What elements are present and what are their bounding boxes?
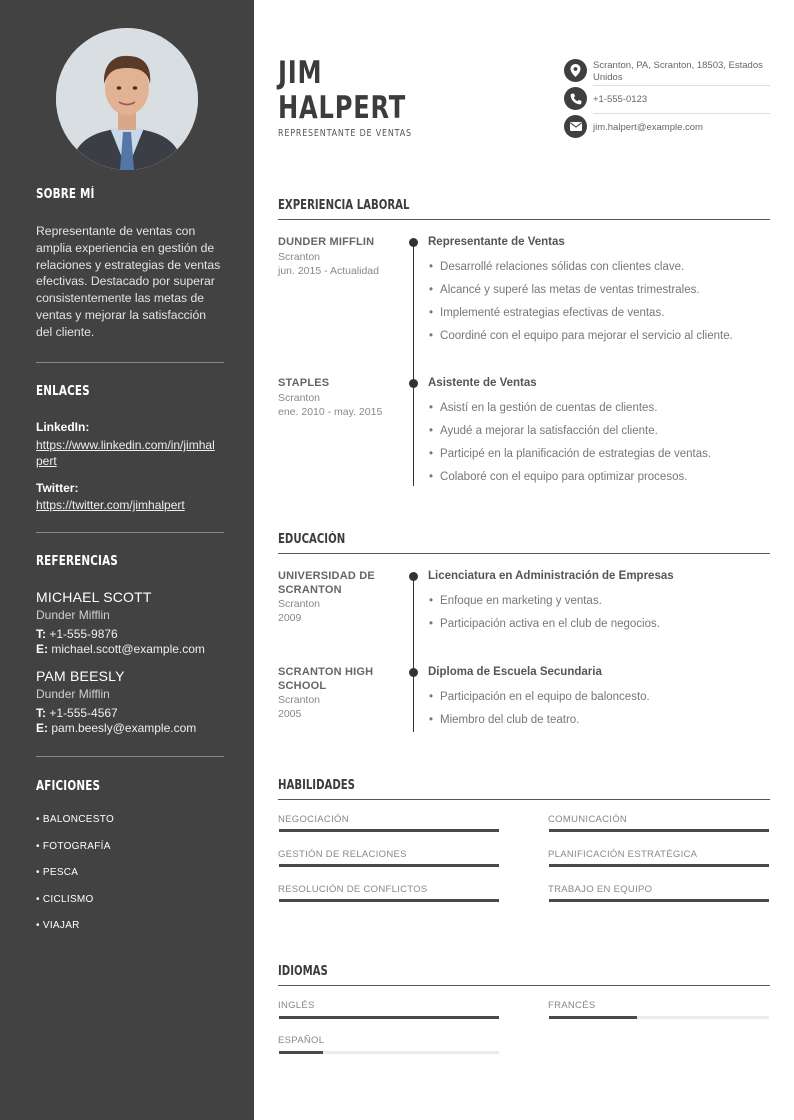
experience-meta — [278, 236, 396, 278]
responsibility-item: • Ayudé a mejorar la satisfacción del cliente. — [429, 425, 658, 437]
references-heading-wrap — [36, 554, 224, 569]
language-bar-fill — [279, 1051, 323, 1054]
twitter-label: Twitter: — [36, 481, 79, 495]
skill-item — [278, 849, 499, 860]
graduation-year: 2005 — [278, 708, 302, 720]
responsibility-item: • Desarrollé relaciones sólidas con clientes clave. — [429, 261, 684, 273]
contact-divider — [593, 85, 770, 86]
skill-bar-fill — [279, 829, 499, 832]
hobby-item: • PESCA — [36, 867, 79, 878]
company-name: STAPLES — [278, 377, 330, 389]
responsibility-item: • Colaboré con el equipo para optimizar procesos. — [429, 471, 687, 483]
reference-email: E: michael.scott@example.com — [36, 642, 205, 656]
name-last: HALPERT — [278, 90, 407, 126]
reference-name: MICHAEL SCOTT — [36, 589, 152, 605]
section-divider — [278, 553, 770, 554]
education-heading: EDUCACIÓN — [278, 532, 346, 547]
timeline-line — [413, 576, 414, 732]
contact-address: Scranton, PA, Scranton, 18503, Estados Unidos — [593, 60, 763, 83]
skill-label: GESTIÓN DE RELACIONES — [278, 849, 407, 860]
school-location: Scranton — [278, 598, 321, 610]
about-text: Representante de ventas con amplia experiencia en gestión de relaciones y estrategias de ventas efectivas. Destacado por superar consistentemente las metas de ventas y mejorar la satisfacción del cliente. — [36, 224, 221, 339]
name-first: JIM — [278, 55, 323, 91]
responsibility-item: • Alcancé y superé las metas de ventas trimestrales. — [429, 284, 700, 296]
job-title: REPRESENTANTE DE VENTAS — [278, 128, 412, 139]
skill-item — [548, 884, 769, 895]
responsibility-item: • Implementé estrategias efectivas de ventas. — [429, 307, 664, 319]
responsibility-item: • Participé en la planificación de estrategias de ventas. — [429, 448, 711, 460]
language-bar — [279, 1016, 499, 1019]
contact-email[interactable]: jim.halpert@example.com — [593, 122, 703, 133]
reference-item — [36, 589, 224, 656]
section-divider — [278, 799, 770, 800]
hobbies-list — [36, 814, 224, 947]
skill-bar — [549, 899, 769, 902]
skill-label: TRABAJO EN EQUIPO — [548, 884, 653, 895]
language-bar — [279, 1051, 499, 1054]
contact-phone[interactable]: +1-555-0123 — [593, 94, 648, 105]
company-name: DUNDER MIFFLIN — [278, 236, 375, 248]
education-meta — [278, 666, 396, 721]
section-divider — [278, 219, 770, 220]
language-bar-fill — [279, 1016, 499, 1019]
reference-phone: T: +1-555-4567 — [36, 706, 118, 720]
skill-bar-fill — [549, 899, 769, 902]
reference-name: PAM BEESLY — [36, 668, 125, 684]
contact-divider — [593, 113, 770, 114]
school-name: SCRANTON HIGH — [278, 666, 374, 678]
education-meta — [278, 570, 396, 625]
education-detail: • Participación en el equipo de baloncesto. — [429, 691, 650, 703]
language-label: FRANCÉS — [548, 1000, 596, 1011]
sidebar-divider — [36, 532, 224, 533]
skill-item — [278, 884, 499, 895]
links-heading: ENLACES — [36, 384, 90, 399]
job-role: Asistente de Ventas — [428, 377, 537, 389]
language-item — [278, 1000, 499, 1011]
skill-bar-fill — [549, 864, 769, 867]
skill-bar-fill — [279, 864, 499, 867]
skills-heading: HABILIDADES — [278, 778, 355, 793]
language-label: INGLÉS — [278, 1000, 315, 1011]
skill-bar-fill — [279, 899, 499, 902]
phone-icon — [564, 87, 587, 110]
languages-heading: IDIOMAS — [278, 964, 328, 979]
sidebar — [0, 0, 254, 1120]
company-location: Scranton — [278, 391, 321, 404]
linkedin-label: LinkedIn: — [36, 420, 90, 434]
skill-bar — [549, 829, 769, 832]
skill-label: NEGOCIACIÓN — [278, 814, 349, 825]
timeline-dot — [409, 572, 418, 581]
company-location: Scranton — [278, 250, 321, 263]
hobby-item: • BALONCESTO — [36, 814, 115, 825]
reference-company: Dunder Mifflin — [36, 687, 110, 701]
school-name: SCHOOL — [278, 679, 327, 692]
hobbies-heading-wrap — [36, 779, 224, 794]
hobby-item: • FOTOGRAFÍA — [36, 840, 111, 852]
experience-meta — [278, 377, 396, 419]
reference-item — [36, 668, 224, 735]
language-bar — [549, 1016, 769, 1019]
language-item — [278, 1035, 499, 1046]
reference-email: E: pam.beesly@example.com — [36, 721, 197, 735]
skill-bar — [279, 864, 499, 867]
degree-title: Licenciatura en Administración de Empresas — [428, 570, 674, 582]
employment-dates: ene. 2010 - may. 2015 — [278, 405, 383, 418]
about-heading: SOBRE MÍ — [36, 187, 95, 202]
hobbies-heading: AFICIONES — [36, 779, 101, 794]
reference-company: Dunder Mifflin — [36, 608, 110, 622]
education-detail: • Participación activa en el club de negocios. — [429, 618, 660, 630]
graduation-year: 2009 — [278, 612, 302, 624]
reference-phone: T: +1-555-9876 — [36, 627, 118, 641]
sidebar-divider — [36, 362, 224, 363]
skill-bar-fill — [549, 829, 769, 832]
link-linkedin — [36, 420, 224, 469]
education-detail: • Enfoque en marketing y ventas. — [429, 595, 602, 607]
skill-bar — [279, 829, 499, 832]
school-name: SCRANTON — [278, 583, 342, 596]
timeline-line — [413, 242, 414, 486]
about-section — [36, 187, 224, 202]
portrait-image — [56, 28, 198, 170]
skill-label: PLANIFICACIÓN ESTRATÉGICA — [548, 849, 698, 860]
school-name: UNIVERSIDAD DE — [278, 570, 375, 582]
link-twitter — [36, 481, 224, 513]
references-heading: REFERENCIAS — [36, 554, 118, 569]
language-bar-fill — [549, 1016, 637, 1019]
skill-item — [548, 814, 769, 825]
twitter-link[interactable]: https://twitter.com/jimhalpert — [36, 498, 185, 512]
experience-heading: EXPERIENCIA LABORAL — [278, 198, 410, 213]
job-role: Representante de Ventas — [428, 236, 565, 248]
profile-photo — [56, 28, 198, 170]
timeline-dot — [409, 668, 418, 677]
responsibility-item: • Asistí en la gestión de cuentas de clientes. — [429, 402, 657, 414]
sidebar-divider — [36, 756, 224, 757]
responsibility-item: • Coordiné con el equipo para mejorar el servicio al cliente. — [429, 330, 733, 342]
timeline-dot — [409, 379, 418, 388]
skill-item — [548, 849, 769, 860]
skill-bar — [549, 864, 769, 867]
language-item — [548, 1000, 769, 1011]
skill-bar — [279, 899, 499, 902]
hobby-item: • CICLISMO — [36, 893, 94, 905]
section-divider — [278, 985, 770, 986]
employment-dates: jun. 2015 - Actualidad — [278, 264, 379, 277]
degree-title: Diploma de Escuela Secundaria — [428, 666, 602, 678]
language-label: ESPAÑOL — [278, 1035, 325, 1046]
envelope-icon — [564, 115, 587, 138]
school-location: Scranton — [278, 694, 321, 706]
timeline-dot — [409, 238, 418, 247]
hobby-item: • VIAJAR — [36, 920, 80, 931]
location-pin-icon — [564, 59, 587, 82]
skill-label: COMUNICACIÓN — [548, 814, 628, 825]
skill-item — [278, 814, 499, 825]
skill-label: RESOLUCIÓN DE CONFLICTOS — [278, 884, 428, 895]
linkedin-link[interactable]: https://www.linkedin.com/in/jimhalpert — [36, 438, 215, 468]
links-heading-wrap — [36, 384, 224, 399]
education-detail: • Miembro del club de teatro. — [429, 714, 579, 726]
